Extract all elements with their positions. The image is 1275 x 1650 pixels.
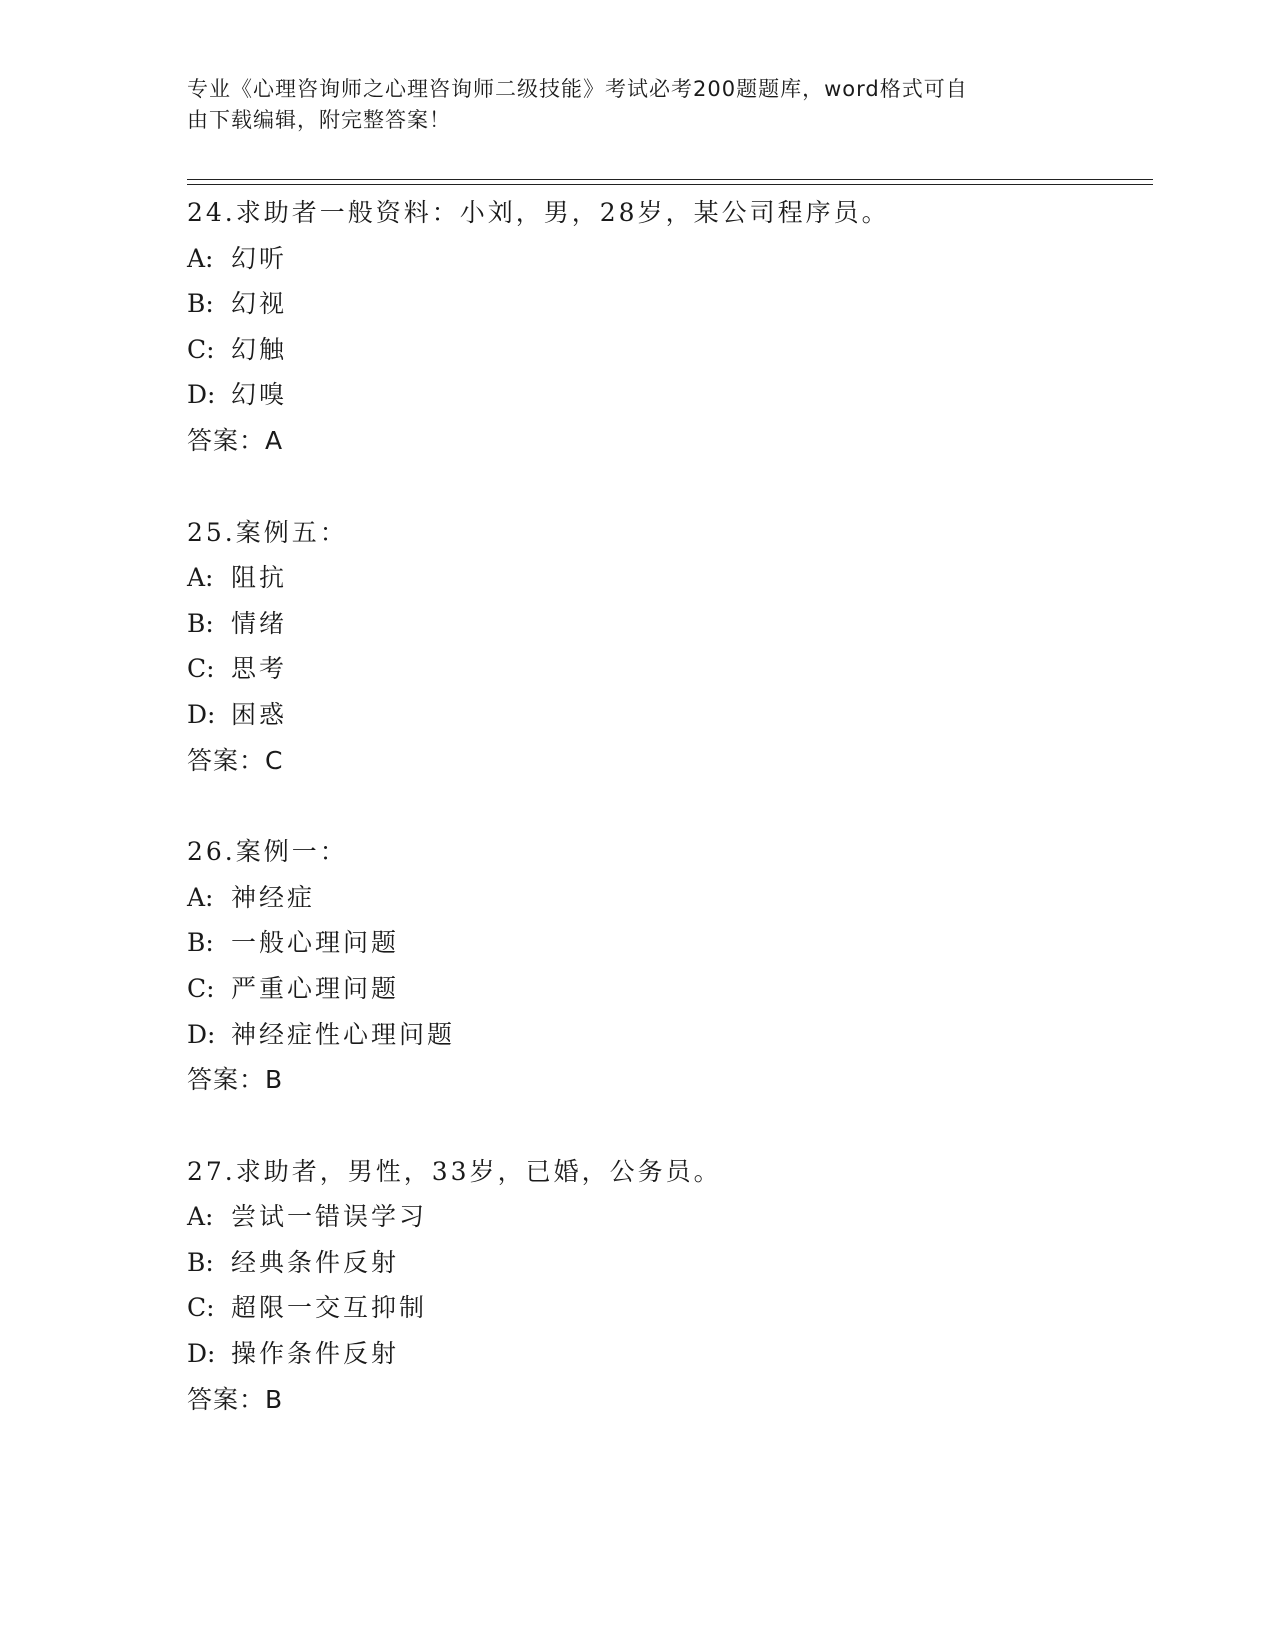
- option-text: 阻抗: [231, 563, 288, 593]
- question-stem: 24.求助者一般资料：小刘，男，28岁，某公司程序员。: [187, 198, 890, 227]
- option-text: 一般心理问题: [231, 928, 400, 958]
- option-text: 思考: [231, 654, 288, 684]
- question-stem: 27.求助者，男性，33岁，已婚，公务员。: [187, 1156, 722, 1186]
- option-d: [187, 1331, 1153, 1377]
- option-text: 神经症: [231, 882, 316, 912]
- header-line-2: 由下载编辑，附完整答案！: [187, 108, 451, 132]
- option-c: [187, 646, 1153, 692]
- answer-line: 答案：B: [187, 1065, 284, 1095]
- option-text: 经典条件反射: [231, 1247, 400, 1277]
- question-list: [187, 190, 1153, 1468]
- option-label: B:: [187, 289, 214, 319]
- option-a: [187, 1194, 1153, 1240]
- option-text: 操作条件反射: [231, 1339, 400, 1369]
- option-text: 严重心理问题: [231, 973, 400, 1003]
- option-text: 超限一交互抑制: [231, 1293, 428, 1323]
- answer-line: 答案：A: [187, 425, 284, 455]
- option-text: 神经症性心理问题: [231, 1019, 456, 1049]
- option-c: [187, 966, 1153, 1012]
- option-label: B:: [187, 1247, 214, 1277]
- header-divider-top: [187, 179, 1153, 180]
- option-a: [187, 875, 1153, 921]
- question-24: [187, 190, 1153, 464]
- option-label: A:: [187, 243, 214, 273]
- option-d: [187, 1012, 1153, 1058]
- option-text: 幻嗅: [231, 380, 288, 410]
- option-d: [187, 692, 1153, 738]
- question-stem: 25.案例五：: [187, 517, 348, 547]
- option-label: D:: [187, 380, 216, 410]
- question-26: [187, 829, 1153, 1103]
- option-a: [187, 236, 1153, 282]
- option-label: C:: [187, 334, 215, 364]
- option-label: C:: [187, 654, 215, 684]
- option-label: A:: [187, 563, 214, 593]
- option-text: 幻视: [231, 289, 288, 319]
- option-label: A:: [187, 1202, 214, 1232]
- option-text: 困惑: [231, 699, 288, 729]
- option-d: [187, 372, 1153, 418]
- option-text: 幻听: [231, 243, 288, 273]
- option-label: C:: [187, 973, 215, 1003]
- option-c: [187, 1285, 1153, 1331]
- option-label: B:: [187, 928, 214, 958]
- option-b: [187, 601, 1153, 647]
- option-a: [187, 555, 1153, 601]
- option-label: D:: [187, 1019, 216, 1049]
- question-stem: 26.案例一：: [187, 837, 348, 867]
- option-label: B:: [187, 608, 214, 638]
- option-label: A:: [187, 882, 214, 912]
- header-divider-bottom: [187, 184, 1153, 185]
- option-b: [187, 281, 1153, 327]
- document-header: [187, 74, 1067, 136]
- option-text: 尝试一错误学习: [231, 1202, 428, 1232]
- header-line-1: 专业《心理咨询师之心理咨询师二级技能》考试必考200题题库，word格式可自: [187, 77, 968, 101]
- question-25: [187, 510, 1153, 784]
- question-27: [187, 1149, 1153, 1423]
- answer-line: 答案：B: [187, 1384, 284, 1414]
- option-b: [187, 920, 1153, 966]
- option-b: [187, 1240, 1153, 1286]
- option-text: 情绪: [231, 608, 288, 638]
- option-c: [187, 327, 1153, 373]
- option-label: C:: [187, 1293, 215, 1323]
- answer-line: 答案：C: [187, 745, 284, 775]
- option-label: D:: [187, 1339, 216, 1369]
- option-label: D:: [187, 699, 216, 729]
- option-text: 幻触: [231, 334, 288, 364]
